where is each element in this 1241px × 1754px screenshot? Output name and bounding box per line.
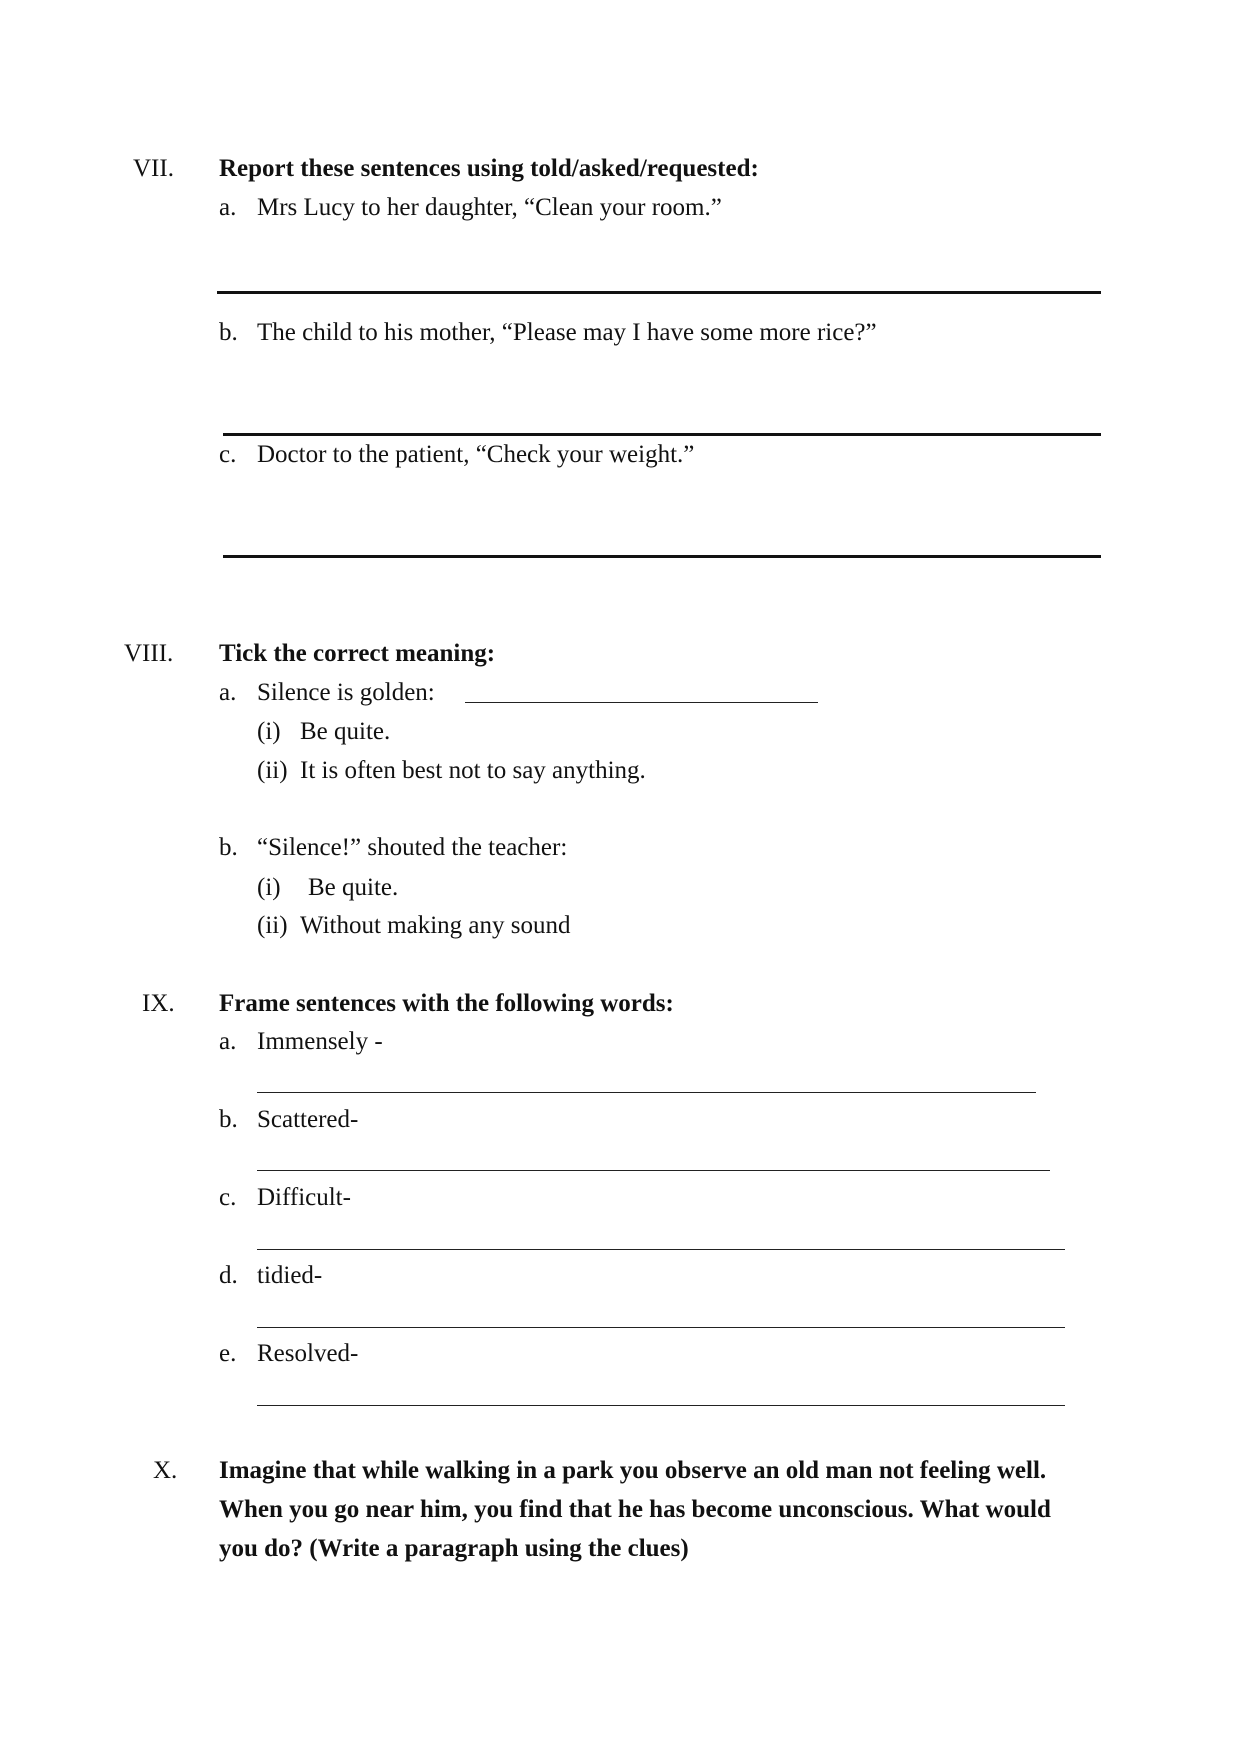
answer-line[interactable] (217, 291, 1101, 294)
item-letter: a. (219, 194, 237, 221)
option-text: It is often best not to say anything. (300, 757, 646, 784)
answer-blank[interactable] (257, 1405, 1065, 1406)
answer-blank[interactable] (257, 1092, 1036, 1093)
section-heading-vii: Report these sentences using told/asked/requested: (219, 155, 759, 182)
option-text: Without making any sound (300, 912, 571, 939)
item-text: Scattered- (257, 1106, 359, 1133)
option-num: (i) (257, 874, 281, 901)
section-numeral-viii: VIII. (124, 640, 174, 667)
section-numeral-x: X. (153, 1457, 178, 1484)
item-letter: b. (219, 834, 238, 861)
section-heading-x: Imagine that while walking in a park you observe an old man not feeling well. When you go near him, you find that he has become unconscious. What would you do? (Write a paragraph using the clues) (219, 1457, 1051, 1562)
item-text: Resolved- (257, 1340, 359, 1367)
answer-line[interactable] (223, 555, 1101, 558)
item-text: Doctor to the patient, “Check your weight.” (257, 441, 695, 468)
item-text: Difficult- (257, 1184, 351, 1211)
item-text: Mrs Lucy to her daughter, “Clean your room.” (257, 194, 722, 221)
section-numeral-vii: VII. (133, 155, 174, 182)
item-text: tidied- (257, 1262, 323, 1289)
item-letter: c. (219, 441, 237, 468)
answer-line[interactable] (223, 433, 1101, 436)
option-text: Be quite. (300, 718, 391, 745)
option-num: (ii) (257, 912, 288, 939)
option-num: (i) (257, 718, 281, 745)
item-text: Immensely - (257, 1028, 383, 1055)
answer-blank[interactable] (257, 1327, 1065, 1328)
section-heading-viii: Tick the correct meaning: (219, 640, 496, 667)
answer-blank[interactable] (465, 702, 818, 703)
option-num: (ii) (257, 757, 288, 784)
item-letter: e. (219, 1340, 237, 1367)
item-letter: a. (219, 679, 237, 706)
item-letter: b. (219, 319, 238, 346)
option-text: Be quite. (308, 874, 399, 901)
section-heading-ix: Frame sentences with the following words: (219, 990, 674, 1017)
item-letter: c. (219, 1184, 237, 1211)
item-letter: d. (219, 1262, 238, 1289)
answer-blank[interactable] (257, 1249, 1065, 1250)
item-text: The child to his mother, “Please may I have some more rice?” (257, 319, 877, 346)
item-text: Silence is golden: (257, 679, 435, 706)
item-letter: a. (219, 1028, 237, 1055)
answer-blank[interactable] (257, 1170, 1050, 1171)
item-text: “Silence!” shouted the teacher: (257, 834, 568, 861)
item-letter: b. (219, 1106, 238, 1133)
section-numeral-ix: IX. (142, 990, 175, 1017)
